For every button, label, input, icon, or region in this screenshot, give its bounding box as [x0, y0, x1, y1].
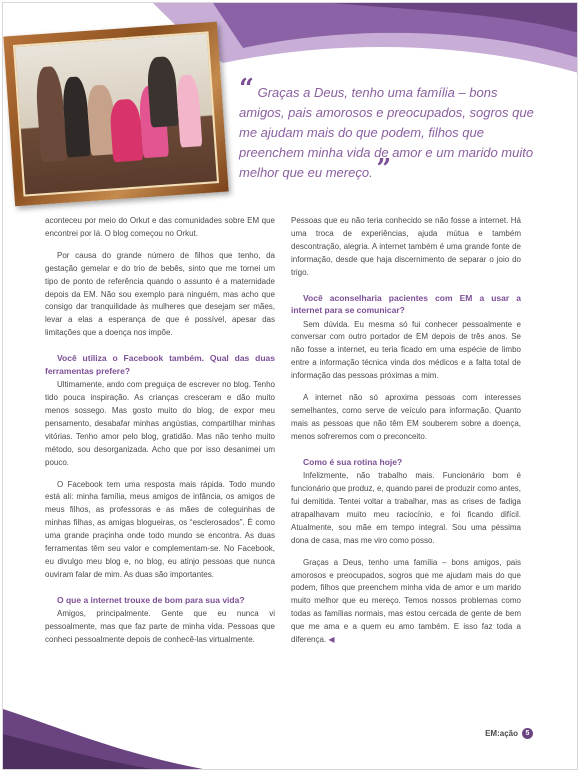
paragraph: Sem dúvida. Eu mesma só fui conhecer pessoalmente e conversar com outro portador de EM depois de três anos. Se não fosse a internet, eu teria ficado em uma espécie de limbo entre a informação técnica vinda dos médicos e a falta total de informação das pessoas próximas a mim.: [291, 319, 521, 381]
right-text-column: [291, 215, 521, 656]
magazine-brand: EM:ação: [485, 729, 518, 738]
page-number: 5: [522, 728, 533, 739]
interview-question: Você aconselharia pacientes com EM a usar a internet para se comunicar?: [291, 292, 521, 316]
paragraph: [291, 557, 521, 647]
family-photo: [13, 31, 219, 196]
paragraph: Ultimamente, ando com preguiça de escrever no blog. Tenho tido pouca inspiração. As crianças cresceram e dão muito menos sossego. Mas gosto muito do blog, de expor meu pensamento, desabafar minhas angústias, compartilhar minhas vitórias. Tenho amor pelo blog, gratidão. Mas não tenho muito método, sou desorganizada. Acho que por isso desanimei um pouco.: [45, 380, 275, 467]
paragraph: Pessoas que eu não teria conhecido se não fosse a internet. Há uma troca de experiências, ajuda mútua e também descontração, alegria. A internet também é uma grande fonte de informação, desde que haja discernimento de separar o joio do trigo.: [291, 216, 521, 277]
family-photo-frame: [3, 22, 228, 207]
pull-quote: [239, 74, 539, 184]
paragraph: Por causa do grande número de filhos que tenho, da gestação gemelar e do trio de bebês, sinto que me tornei um tipo de ponto de referência quando o assunto é a maternidade depois da EM. Não sou exemplo para ninguém, mas acho que consigo dar tranquilidade às mulheres que desejam ser mães, levar a elas a esperança de que é possível, apesar das limitações que a doença nos impõe.: [45, 250, 275, 338]
paragraph: aconteceu por meio do Orkut e das comunidades sobre EM que encontrei por lá. O blog começou no Orkut.: [45, 216, 275, 238]
interview-question: Você utiliza o Facebook também. Qual das duas ferramentas prefere?: [45, 353, 275, 376]
interview-question: Como é sua rotina hoje?: [303, 456, 403, 467]
magazine-page: [2, 2, 578, 770]
end-of-article-icon: ◀: [328, 635, 335, 645]
left-text-column: [45, 215, 275, 656]
close-quote-icon: ”: [376, 154, 392, 184]
pull-quote-text: Graças a Deus, tenho uma família – bons amigos, pais amorosos e preocupados, sogros que me ajudam mais do que podem, filhos que preenchem minha vida de amor e um marido muito melhor que eu mereço.: [239, 85, 534, 180]
paragraph: Amigos, principalmente. Gente que eu nunca vi pessoalmente, mas que faz parte de minha vida. Pessoas que conheci pessoalmente depois de conhecê-las virtualmente.: [45, 609, 275, 645]
page-footer: [485, 728, 533, 739]
paragraph: O Facebook tem uma resposta mais rápida. Todo mundo está ali: minha família, meus amigos de infância, os amigos de meus filhos, as professoras e as mães de coleguinhas de minhas filhas, as amigas blogueiras, os “esclerosados”. É como uma grande praçinha onde todo mundo se encontra. As duas ferramentas têm seu valor e complementam-se. No Facebook, eu divulgo meu blog e, no blog, eu atinjo pessoas que nunca ouviram falar de mim. As duas são importantes.: [45, 479, 275, 579]
paragraph: A internet não só aproxima pessoas com interesses semelhantes, como serve de veículo para informação. Quanto mais as pessoas que não têm EM souberem sobre a doença, menos sofreremos com o preconceito.: [291, 393, 521, 441]
paragraph: Infelizmente, não trabalho mais. Funcionário bom é funcionário que produz, e, quando parei de produzir como antes, fui demitida. Tentei voltar a trabalhar, mas as crises de fadiga atrapalhavam muito meu raciocínio, e foi ficando difícil. Atualmente, sou mãe em tempo integral. Sou uma péssima dona de casa, mas me viro como posso.: [291, 471, 521, 545]
interview-question: O que a internet trouxe de bom para sua vida?: [57, 594, 245, 605]
open-quote-icon: “: [239, 74, 254, 104]
paragraph-text: Graças a Deus, tenho uma família – bons amigos, pais amorosos e preocupados, sogros que me ajudam mais do que podem, filhos que preenchem minha vida de amor e um marido muito melhor que eu mereço. Temos nossos problemas como todas as famílias normais, mas estou cercada de gente de bem que me ama e a quem eu amo também. E isso faz toda a diferença.: [291, 557, 521, 645]
